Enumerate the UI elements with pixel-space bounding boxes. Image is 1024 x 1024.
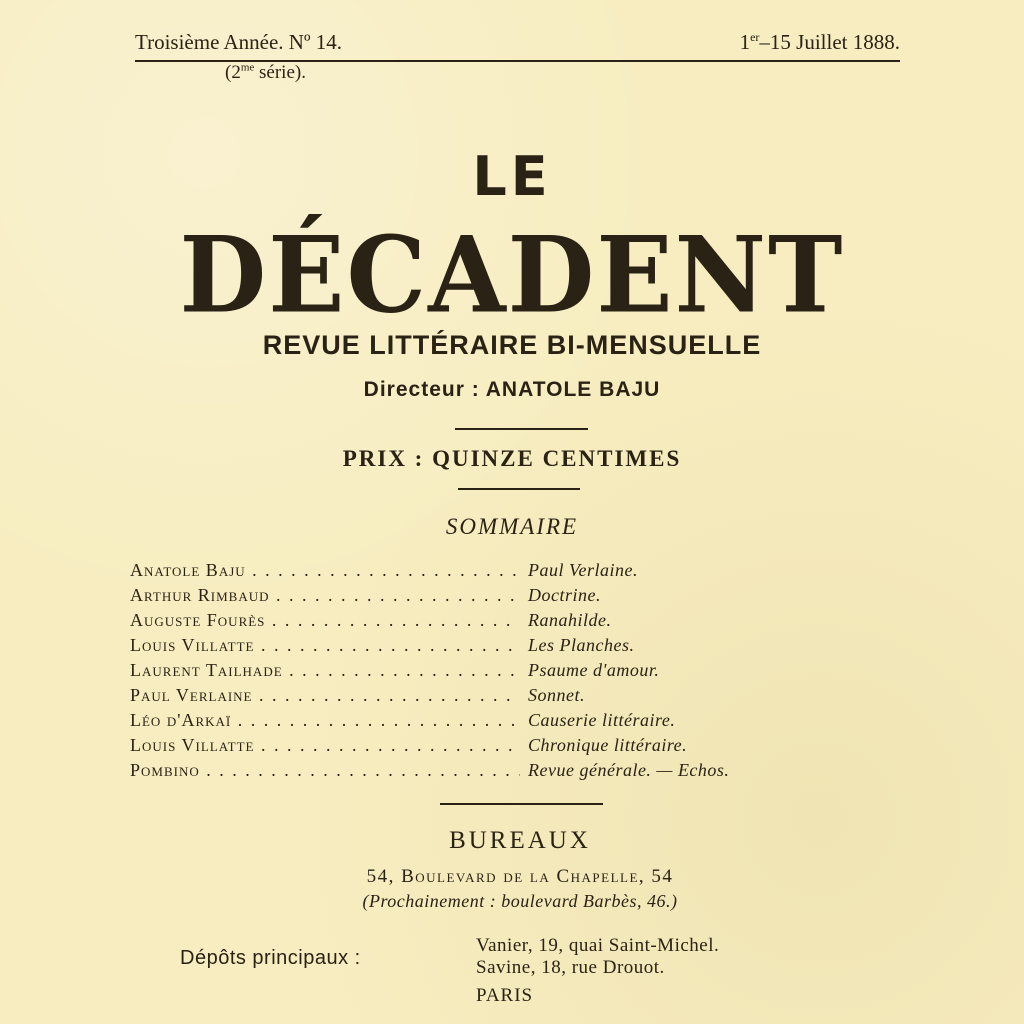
contents-author: Paul Verlaine . . .: [130, 683, 520, 708]
list-item: [130, 608, 870, 633]
contents-author: Auguste Fourès . . .: [130, 608, 520, 633]
issue-number: Troisième Année. Nº 14.: [135, 30, 342, 54]
list-item: [130, 758, 870, 783]
contents-author: Pombino . . .: [130, 758, 520, 783]
contents-title: Revue générale. — Echos.: [528, 760, 730, 780]
contents-title: Causerie littéraire.: [528, 710, 676, 730]
contents-title: Chronique littéraire.: [528, 735, 688, 755]
contents-author: Léo d'Arkaï . . .: [130, 708, 520, 733]
contents-author: Anatole Baju . . .: [130, 558, 520, 583]
list-item: [130, 558, 870, 583]
contents-title: Doctrine.: [528, 585, 601, 605]
divider-rule: [440, 803, 603, 805]
list-item: [130, 733, 870, 758]
list-item: [130, 683, 870, 708]
publication-title: DÉCADENT: [179, 213, 845, 337]
address-note: (Prochainement : boulevard Barbès, 46.): [362, 891, 678, 911]
publication-subtitle: REVUE LITTÉRAIRE BI-MENSUELLE: [262, 330, 762, 360]
title-article: LE: [472, 145, 552, 208]
offices-heading: BUREAUX: [449, 827, 591, 854]
issue-date: 1er–15 Juillet 1888.: [739, 30, 900, 54]
contents-title: Psaume d'amour.: [528, 660, 660, 680]
list-item: [130, 583, 870, 608]
list-item: [130, 708, 870, 733]
city-name: PARIS: [476, 985, 534, 1006]
contents-title: Ranahilde.: [528, 610, 612, 630]
list-item: [130, 658, 870, 683]
contents-title: Sonnet.: [528, 685, 585, 705]
depots-label: Dépôts principaux :: [180, 947, 361, 969]
series-label: ($2^{me}$ série).: [225, 61, 306, 83]
contents-title: Les Planches.: [528, 635, 635, 655]
contents-author: Louis Villatte . . .: [130, 633, 520, 658]
list-item: [130, 633, 870, 658]
depots-list: [476, 935, 719, 979]
director-line: Directeur : ANATOLE BAJU: [363, 378, 661, 401]
divider-rule: [455, 428, 588, 430]
depot-entry: Vanier, 19, quai Saint-Michel.: [476, 935, 720, 956]
contents-author: Laurent Tailhade . . .: [130, 658, 520, 683]
contents-list: [130, 558, 870, 783]
contents-author: Louis Villatte . . .: [130, 733, 520, 758]
issue-header: [135, 30, 900, 62]
contents-heading: SOMMAIRE: [445, 514, 579, 539]
price-line: PRIX : QUINZE CENTIMES: [342, 446, 682, 471]
depot-entry: Savine, 18, rue Drouot.: [476, 957, 665, 978]
contents-author: Arthur Rimbaud . . .: [130, 583, 520, 608]
divider-rule: [458, 488, 580, 490]
office-address: 54, Boulevard de la Chapelle, 54: [366, 866, 674, 887]
contents-title: Paul Verlaine.: [528, 560, 638, 580]
